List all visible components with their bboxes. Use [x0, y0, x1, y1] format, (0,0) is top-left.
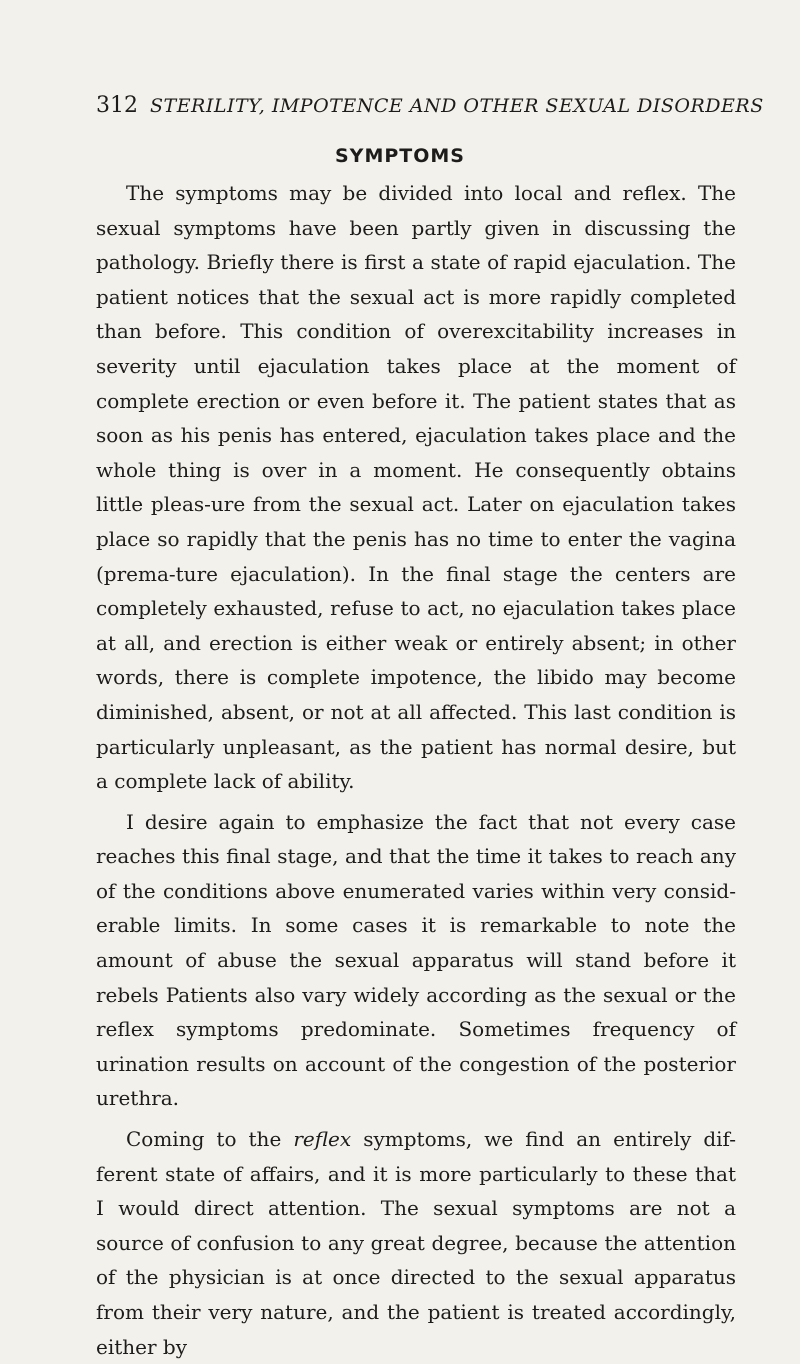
section-heading: SYMPTOMS	[335, 145, 465, 167]
page-number: 312	[96, 93, 138, 118]
running-header	[96, 88, 764, 124]
paragraph-2: I desire again to emphasize the fact that not every case reaches this final stage, and that the time it takes to reach any of the conditions above enumerated varies within very consid-erable limits. In some cases it is remarkable to note the amount of abuse the sexual apparatus will stand before it rebels Patients also vary widely according as the sexual or the reflex symptoms predominate. Sometimes frequency of urination results on account of the congestion of the posterior urethra.	[96, 809, 736, 1111]
paragraph-3	[96, 1122, 736, 1364]
running-title: STERILITY, IMPOTENCE AND OTHER SEXUAL DISORDERS	[150, 95, 764, 117]
paragraph-3-rest: symptoms, we find an entirely dif-ferent state of affairs, and it is more particularly to these that I would direct attention. The sexual symptoms are not a source of confusion to any great degree, because the attention of the physician is at once directed to the sexual apparatus from their very nature, and the patient is treated accordingly, either by	[96, 1127, 737, 1359]
paragraph-3-lead: Coming to the	[126, 1127, 294, 1152]
body-text	[96, 176, 736, 1364]
emphasis-reflex: reflex	[293, 1127, 352, 1152]
paragraph-1: The symptoms may be divided into local and reflex. The sexual symptoms have been partly given in discussing the pathology. Briefly there is first a state of rapid ejaculation. The patient notices that the sexual act is more rapidly completed than before. This condition of overexcitability increases in severity until ejaculation takes place at the moment of complete erection or even before it. The patient states that as soon as his penis has entered, ejaculation takes place and the whole thing is over in a moment. He consequently obtains little pleas-ure from the sexual act. Later on ejaculation takes place so rapidly that the penis has no time to enter the vagina (prema-ture ejaculation). In the final stage the centers are completely exhausted, refuse to act, no ejaculation takes place at all, and erection is either weak or entirely absent; in other words, there is complete impotence, the libido may become diminished, absent, or not at all affected. This last condition is particularly unpleasant, as the patient has normal desire, but a complete lack of ability.	[96, 181, 736, 794]
